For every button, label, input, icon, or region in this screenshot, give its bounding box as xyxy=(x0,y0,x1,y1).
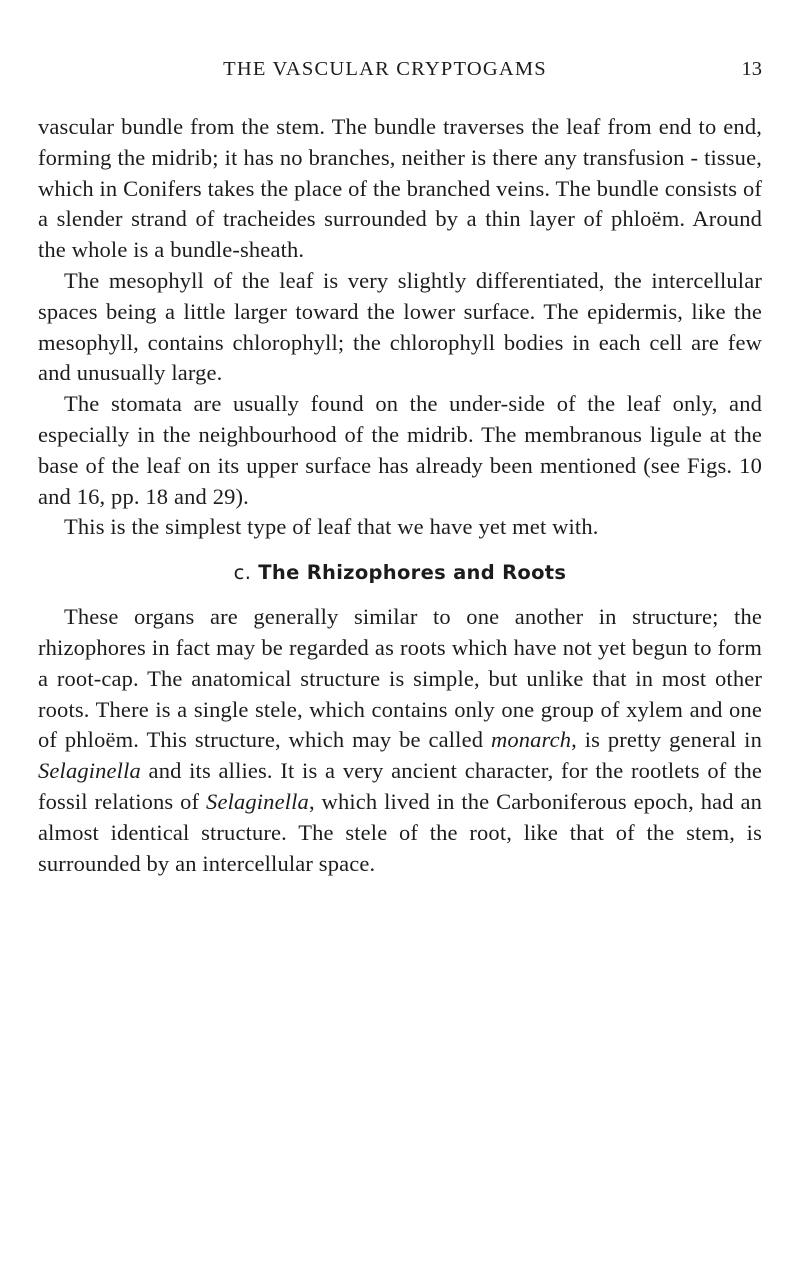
term-monarch: monarch xyxy=(490,727,572,753)
section-title: The Rhizophores and Roots xyxy=(258,561,567,585)
paragraph-5-text-b: , is pretty general in xyxy=(571,727,762,753)
paragraph-5-text-d: , which lived in the Carboniferous epoch, had an almost identical structure. The stele of the root, like that of the stem, is surrounded by an intercellular space. xyxy=(38,788,763,876)
page-number: 13 xyxy=(741,58,762,80)
body-text xyxy=(38,112,762,879)
page-header xyxy=(0,58,800,88)
paragraph-5 xyxy=(38,602,762,879)
paragraph-4: This is the simplest type of leaf that we have yet met with. xyxy=(64,514,599,540)
paragraph-1: vascular bundle from the stem. The bundle traverses the leaf from end to end, forming the midrib; it has no branches, neither is there any transfusion - tissue, which in Conifers takes the place of the branched veins. The bundle consists of a slender strand of tracheides surrounded by a thin layer of phloëm. Around the whole is a bundle-sheath. xyxy=(38,114,762,263)
term-selaginella-2: Selaginella xyxy=(206,788,309,814)
paragraph-5-text-c: and its allies. It is a very ancient character, for the rootlets of the fossil relations of xyxy=(38,758,762,814)
running-head: THE VASCULAR CRYPTOGAMS xyxy=(223,58,547,80)
paragraph-2: The mesophyll of the leaf is very slightly differentiated, the intercellular spaces being a little larger toward the lower surface. The epidermis, like the mesophyll, contains chlorophyll; the chlorophyll bodies in each cell are few and unusually large. xyxy=(38,267,762,386)
section-letter: c. xyxy=(233,561,252,585)
paragraph-5-text-a: These organs are generally similar to one another in structure; the rhizophores in fact may be regarded as roots which have not yet begun to form a root-cap. The anatomical structure is simple, but unlike that in most other roots. There is a single stele, which contains only one group of xylem and one of phloëm. This structure, which may be called xyxy=(38,604,762,753)
term-selaginella: Selaginella xyxy=(38,758,141,784)
paragraph-3: The stomata are usually found on the under-side of the leaf only, and especially in the neighbourhood of the midrib. The membranous ligule at the base of the leaf on its upper surface has already been mentioned (see Figs. 10 and 16, pp. 18 and 29). xyxy=(38,391,762,509)
section-heading xyxy=(38,558,762,588)
